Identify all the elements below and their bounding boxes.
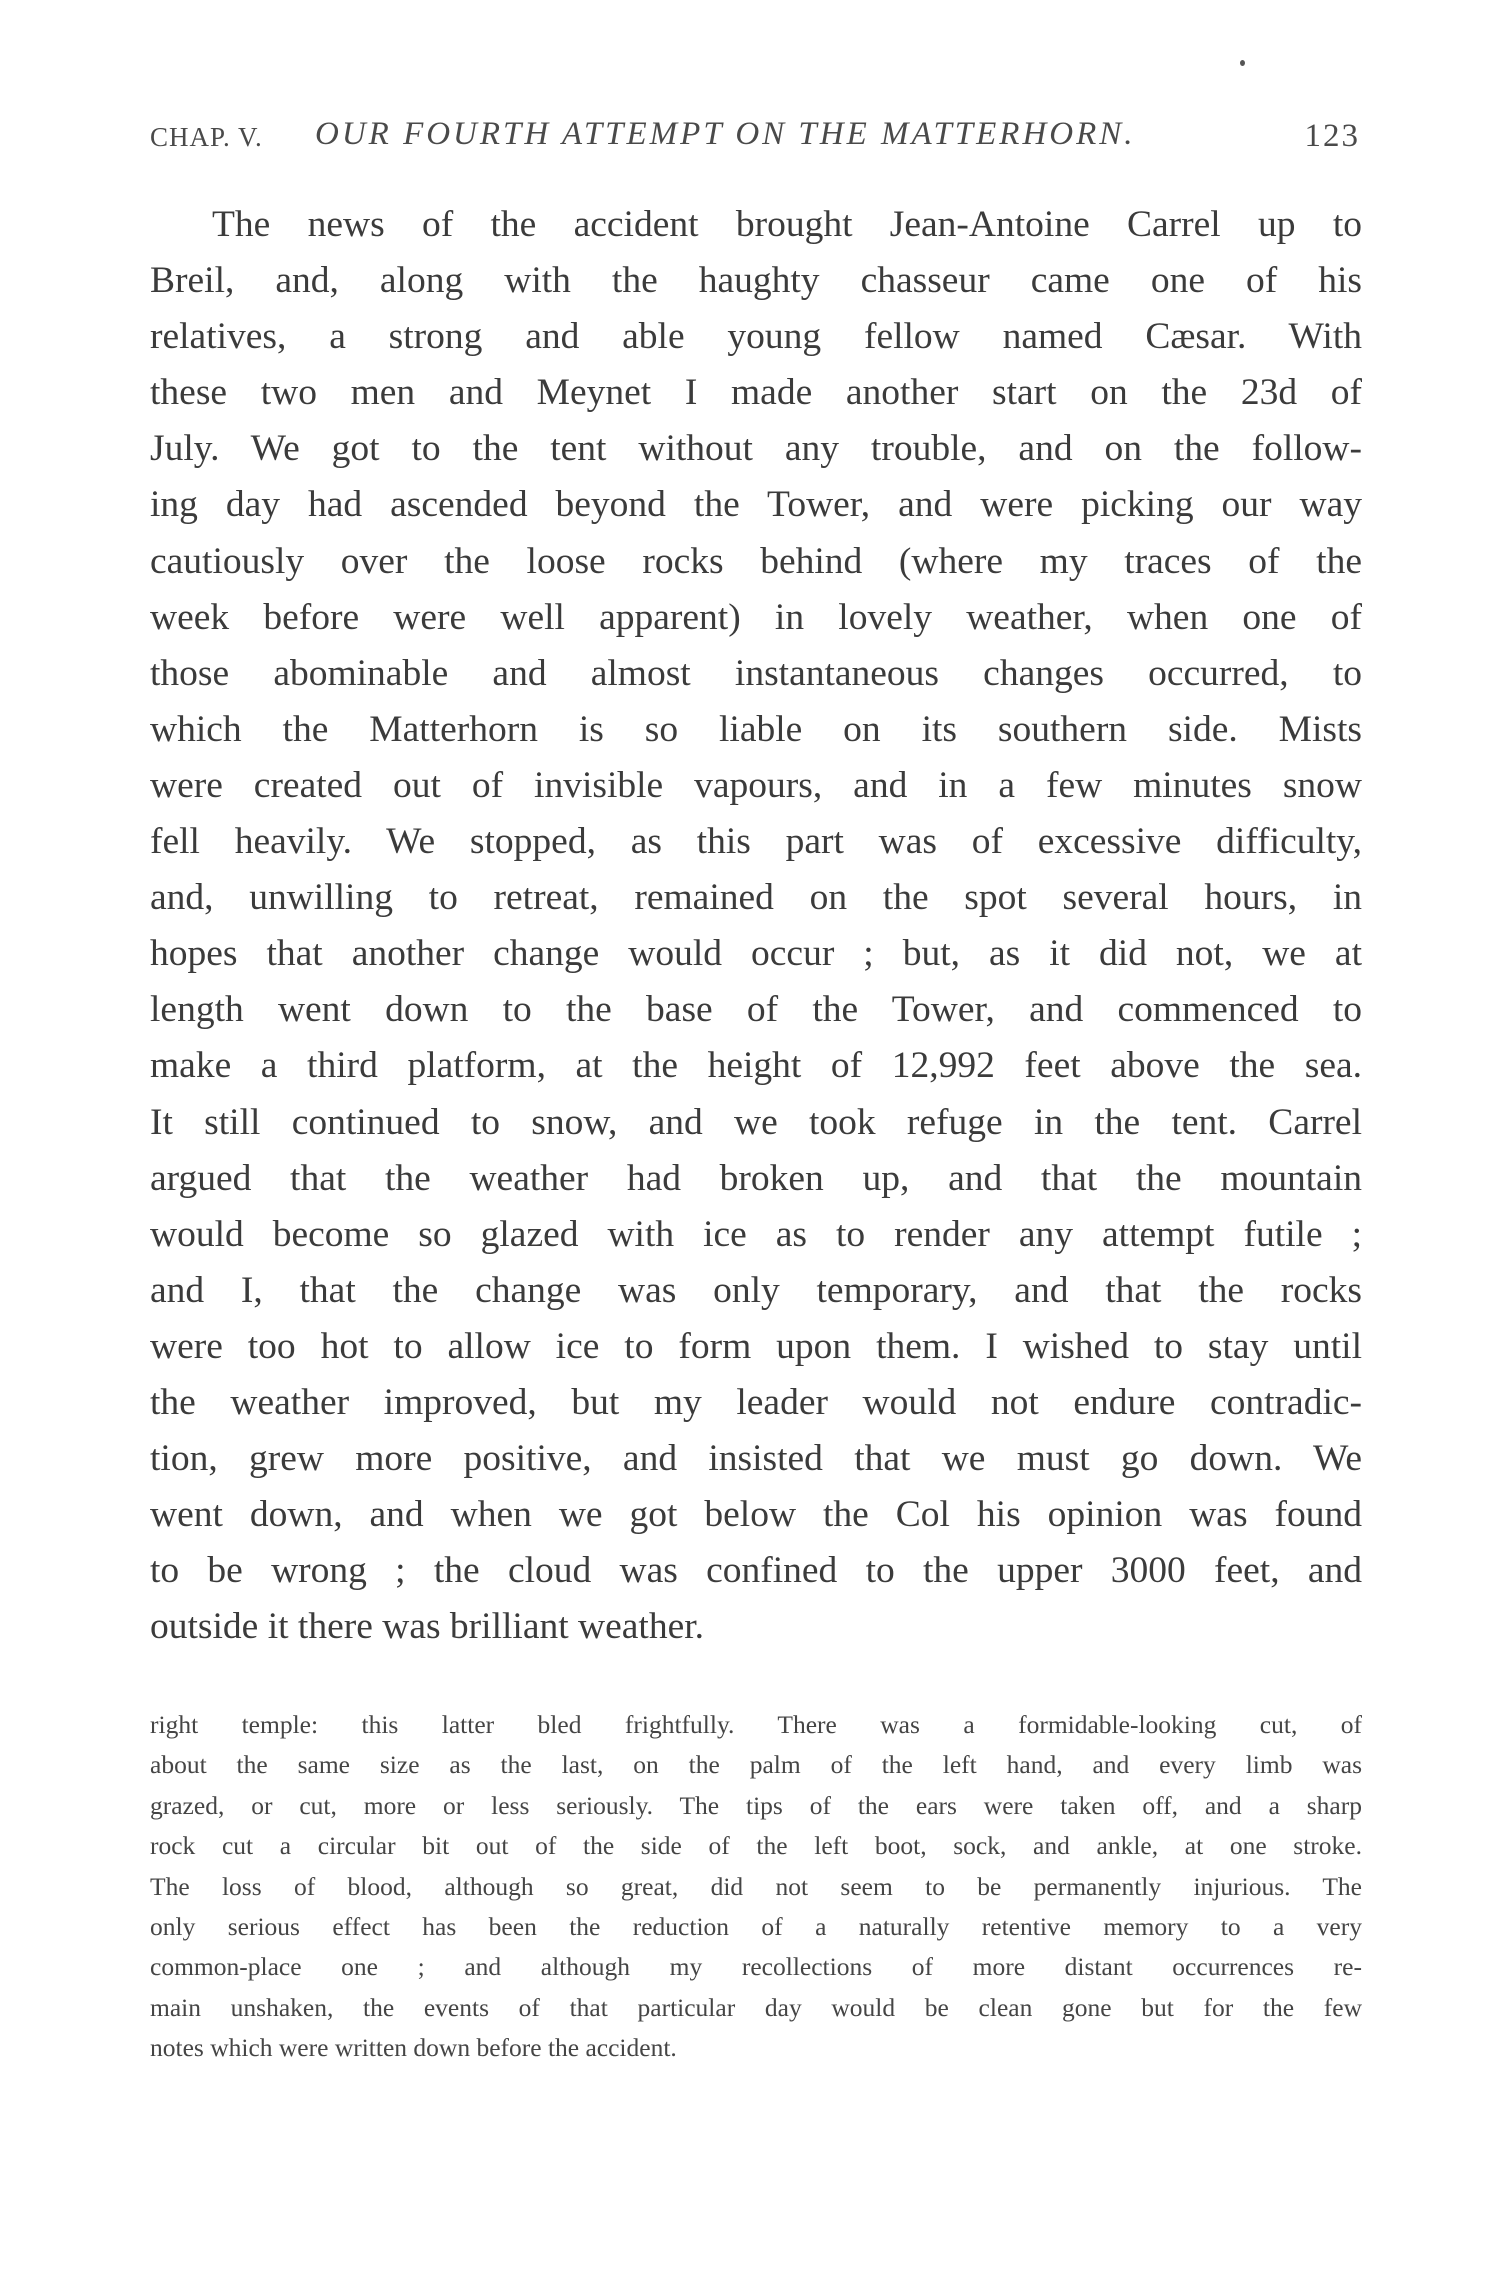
body-line: to be wrong ; the cloud was confined to the upper 3000 feet, and — [150, 1550, 1362, 1592]
main-paragraph — [150, 197, 1362, 1655]
body-line: cautiously over the loose rocks behind (where my traces of the — [150, 540, 1362, 582]
footnote-line: about the same size as the last, on the palm of the left hand, and every limb was — [150, 1750, 1362, 1780]
body-line: these two men and Meynet I made another start on the 23d of — [150, 372, 1362, 414]
body-line: outside it there was brilliant weather. — [150, 1606, 705, 1648]
body-line: and I, that the change was only temporary, and that the rocks — [150, 1269, 1362, 1311]
footnote-line: The loss of blood, although so great, did not seem to be permanently injurious. The — [150, 1871, 1362, 1901]
footnote-line: rock cut a circular bit out of the side of the left boot, sock, and ankle, at one stroke. — [150, 1831, 1362, 1861]
body-line: and, unwilling to retreat, remained on the spot several hours, in — [150, 877, 1362, 919]
body-line: It still continued to snow, and we took refuge in the tent. Carrel — [150, 1101, 1362, 1143]
body-line: make a third platform, at the height of 12,992 feet above the sea. — [150, 1045, 1362, 1087]
print-speck — [1240, 60, 1245, 66]
body-line: Breil, and, along with the haughty chasseur came one of his — [150, 260, 1362, 302]
page-number: 123 — [1304, 118, 1360, 154]
body-line: July. We got to the tent without any trouble, and on the follow- — [150, 428, 1362, 470]
running-head — [150, 108, 1360, 168]
footnote — [150, 1705, 1362, 2069]
body-line: went down, and when we got below the Col his opinion was found — [150, 1494, 1362, 1536]
body-line: which the Matterhorn is so liable on its southern side. Mists — [150, 708, 1362, 750]
body-line: ing day had ascended beyond the Tower, and were picking our way — [150, 484, 1362, 526]
body-line: length went down to the base of the Tower, and commenced to — [150, 989, 1362, 1031]
body-line: The news of the accident brought Jean-Antoine Carrel up to — [212, 204, 1362, 245]
footnote-line: only serious effect has been the reduction of a naturally retentive memory to a very — [150, 1911, 1362, 1941]
body-line: the weather improved, but my leader would not endure contradic- — [150, 1381, 1362, 1423]
footnote-line: common-place one ; and although my recollections of more distant occurrences re- — [150, 1952, 1362, 1982]
body-line: those abominable and almost instantaneous changes occurred, to — [150, 652, 1362, 694]
body-line: fell heavily. We stopped, as this part was of excessive difficulty, — [150, 821, 1362, 863]
body-line: hopes that another change would occur ; but, as it did not, we at — [150, 933, 1362, 975]
body-line: would become so glazed with ice as to render any attempt futile ; — [150, 1213, 1362, 1255]
footnote-line: main unshaken, the events of that particular day would be clean gone but for the few — [150, 1992, 1362, 2022]
footnote-line: grazed, or cut, more or less seriously. The tips of the ears were taken off, and a sharp — [150, 1790, 1362, 1820]
chapter-label: CHAP. V. — [150, 122, 263, 152]
body-line: relatives, a strong and able young fellow named Cæsar. With — [150, 316, 1362, 358]
running-title: OUR FOURTH ATTEMPT ON THE MATTERHORN. — [315, 116, 1136, 152]
footnote-line: right temple: this latter bled frightfully. There was a formidable-looking cut, of — [150, 1710, 1362, 1739]
body-line: were too hot to allow ice to form upon them. I wished to stay until — [150, 1325, 1362, 1367]
body-line: tion, grew more positive, and insisted that we must go down. We — [150, 1438, 1362, 1480]
footnote-line: notes which were written down before the accident. — [150, 2033, 677, 2063]
body-line: argued that the weather had broken up, and that the mountain — [150, 1157, 1362, 1199]
body-line: week before were well apparent) in lovely weather, when one of — [150, 596, 1362, 638]
body-line: were created out of invisible vapours, and in a few minutes snow — [150, 764, 1362, 806]
